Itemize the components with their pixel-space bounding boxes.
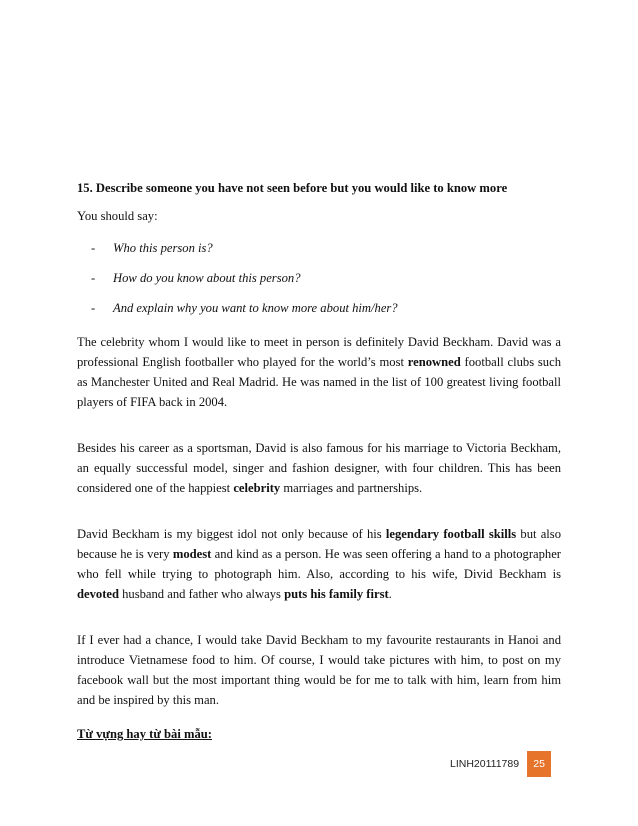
vocab-highlight: modest bbox=[172, 547, 212, 561]
vocab-highlight: puts his family first bbox=[284, 587, 389, 601]
page-content bbox=[77, 178, 561, 744]
vocab-highlight: renowned bbox=[407, 355, 461, 369]
list-item bbox=[77, 238, 561, 258]
list-item-text: Who this person is? bbox=[113, 241, 213, 255]
paragraph-1 bbox=[77, 332, 561, 412]
paragraph-text: but also because he is very bbox=[77, 527, 562, 561]
paragraph-text: David Beckham is my biggest idol not only because of his bbox=[77, 527, 386, 541]
paragraph-text: husband and father who always bbox=[118, 587, 285, 601]
you-should-say: You should say: bbox=[77, 209, 158, 223]
list-item bbox=[77, 298, 561, 318]
paragraph-2 bbox=[77, 438, 561, 498]
paragraph-text: marriages and partnerships. bbox=[280, 481, 423, 495]
dash-bullet: - bbox=[91, 271, 96, 285]
footer-code: LINH20111789 bbox=[450, 758, 520, 770]
paragraph-text: Besides his career as a sportsman, David is also famous for his marriage to Victoria Beckham, an equally successful model, singer and fashion designer, with four children. This has been considered one of the happiest bbox=[77, 441, 561, 495]
list-item-text: And explain why you want to know more about him/her? bbox=[113, 301, 398, 315]
vocab-heading: Từ vựng hay từ bài mẫu: bbox=[77, 727, 212, 741]
prompt-list bbox=[77, 238, 561, 318]
vocab-highlight: legendary football skills bbox=[385, 527, 517, 541]
vocab-highlight: devoted bbox=[77, 587, 119, 601]
paragraph-text: The celebrity whom I would like to meet in person is definitely David Beckham. David was a professional English footballer who played for the world’s most bbox=[77, 335, 561, 369]
page-footer bbox=[450, 751, 551, 777]
question-title: 15. Describe someone you have not seen before but you would like to know more bbox=[77, 181, 508, 195]
paragraph-text: and kind as a person. He was seen offering a hand to a photographer who fell while trying to photograph him. Also, according to his wife, Divid Beckham is bbox=[77, 547, 561, 581]
vocab-highlight: celebrity bbox=[233, 481, 281, 495]
dash-bullet: - bbox=[91, 241, 96, 255]
page-number: 25 bbox=[527, 751, 551, 777]
dash-bullet: - bbox=[91, 301, 96, 315]
paragraph-3 bbox=[77, 524, 561, 604]
list-item-text: How do you know about this person? bbox=[113, 271, 301, 285]
paragraph-text: . bbox=[388, 587, 392, 601]
paragraph-4: If I ever had a chance, I would take David Beckham to my favourite restaurants in Hanoi and introduce Vietnamese food to him. Of course, I would take pictures with him, to post on my facebook wall but the most important thing would be for me to talk with him, learn from him and be inspired by this man. bbox=[77, 633, 561, 707]
list-item bbox=[77, 268, 561, 288]
paragraph-text: football clubs such as Manchester United and Real Madrid. He was named in the list of 100 greatest living football players of FIFA back in 2004. bbox=[77, 355, 561, 409]
